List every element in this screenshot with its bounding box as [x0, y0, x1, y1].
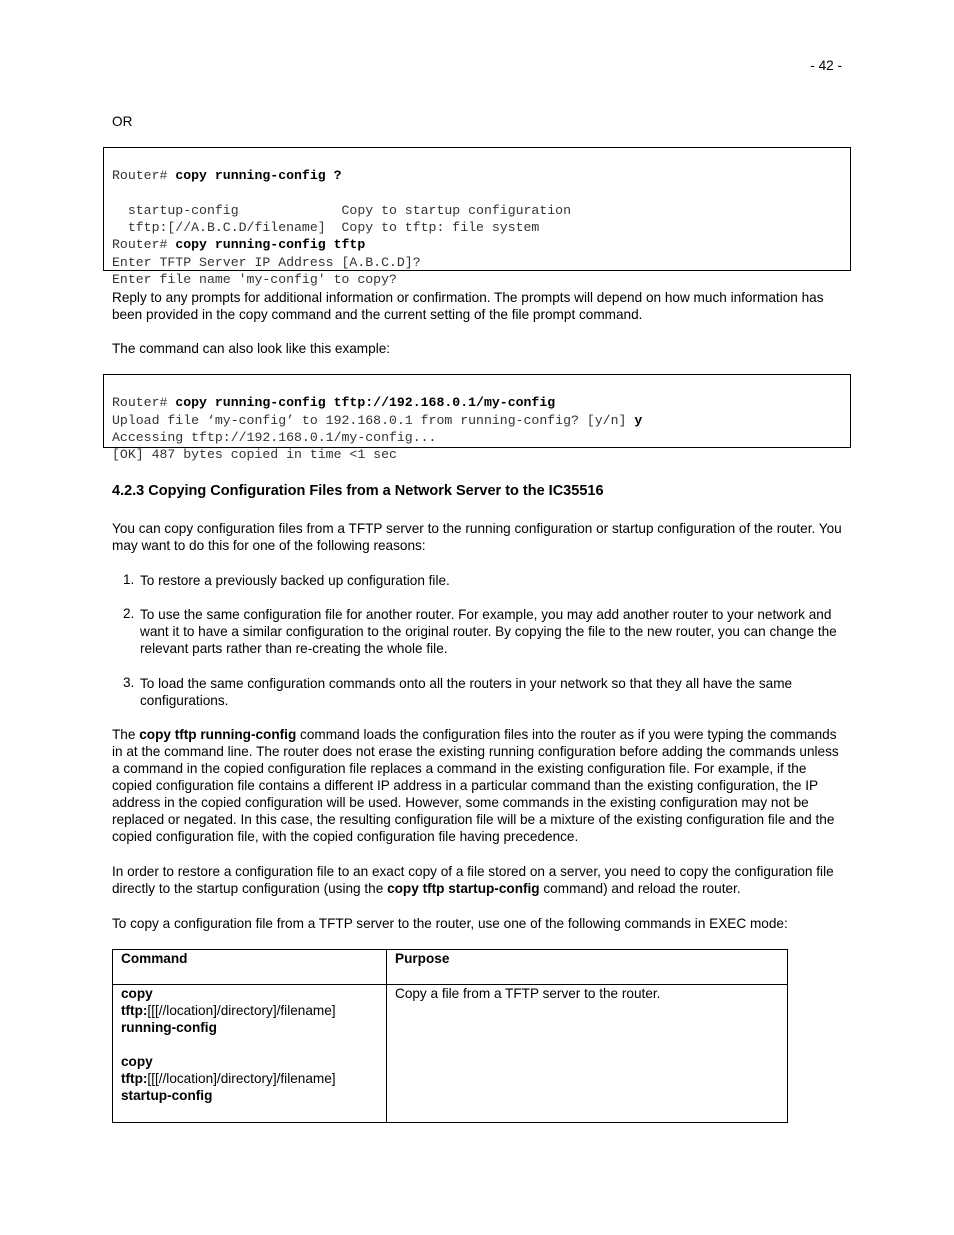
code-line: Enter TFTP Server IP Address [A.B.C.D]? — [112, 254, 421, 270]
code-line: startup-config Copy to startup configuration — [112, 202, 571, 218]
paragraph-intro: You can copy configuration files from a TFTP server to the running configuration or startup configuration of the router. You may want to do this for one of the following reasons: — [112, 521, 842, 553]
code-line: Accessing tftp://192.168.0.1/my-config... — [112, 429, 437, 445]
code-block-copy-tftp-example — [103, 374, 851, 463]
table-row — [113, 985, 788, 1123]
table-cell-command: copy tftp:[[[//location]/directory]/filename] running-config copy tftp:[[[//location]/directory]/filename] startup-config — [113, 985, 387, 1123]
list-number: 1. — [123, 572, 135, 587]
code-block-copy-running-config — [103, 147, 851, 288]
table-header-purpose: Purpose — [387, 950, 788, 985]
code-line: Router# copy running-config tftp — [112, 237, 366, 253]
list-number: 2. — [123, 606, 135, 621]
paragraph-reply-prompts: Reply to any prompts for additional information or confirmation. The prompts will depend on how much information has been provided in the copy command and the current setting of the file prompt command. — [112, 290, 824, 322]
section-heading: 4.2.3 Copying Configuration Files from a Network Server to the IC35516 — [112, 483, 604, 499]
code-line: Enter file name 'my-config' to copy? — [112, 272, 397, 288]
code-line: Router# copy running-config ? — [112, 168, 342, 184]
code-line: [OK] 487 bytes copied in time <1 sec — [112, 447, 397, 463]
list-text: To restore a previously backed up configuration file. — [140, 573, 450, 588]
or-label: OR — [112, 114, 133, 129]
paragraph-copy-tftp-running-config: The copy tftp running-config command loads the configuration files into the router as if you were typing the commands in at the command line. The router does not erase the existing running configuration before adding the commands unless a command in the copied configuration file replaces a command in the existing configuration file. For example, if the copied configuration file contains a different IP address in a particular command than the existing configuration, the IP address in the copied configuration will be used. However, some commands in the existing configuration may not be replaced or negated. In this case, the resulting configuration file will be a mixture of the existing configuration file and the copied configuration file, with the copied configuration file having precedence. — [112, 727, 839, 844]
table-header-row — [113, 950, 788, 985]
paragraph-example-intro: The command can also look like this example: — [112, 341, 391, 356]
code-line: Upload file ‘my-config’ to 192.168.0.1 from running-config? [y/n] y — [112, 412, 643, 428]
paragraph-table-intro: To copy a configuration file from a TFTP server to the router, use one of the following commands in EXEC mode: — [112, 916, 788, 931]
page-number: - 42 - — [810, 58, 842, 73]
table-cell-purpose: Copy a file from a TFTP server to the router. — [387, 985, 788, 1123]
command-table — [112, 949, 788, 1123]
list-text: To load the same configuration commands onto all the routers in your network so that they all have the same configurations. — [140, 676, 793, 708]
table-header-command: Command — [113, 950, 387, 985]
code-line: tftp:[//A.B.C.D/filename] Copy to tftp: file system — [112, 220, 540, 236]
paragraph-restore: In order to restore a configuration file to an exact copy of a file stored on a server, you need to copy the configuration file directly to the startup configuration (using the copy tftp startup-config command) and reload the router. — [112, 864, 834, 896]
list-number: 3. — [123, 675, 135, 690]
code-line — [112, 185, 850, 202]
code-line: Router# copy running-config tftp://192.168.0.1/my-config — [112, 395, 556, 411]
list-text: To use the same configuration file for another router. For example, you may add another router to your network and want it to have a similar configuration to the original router. By copying the file to the new router, you can change the relevant parts rather than re-creating the whole file. — [140, 607, 837, 656]
